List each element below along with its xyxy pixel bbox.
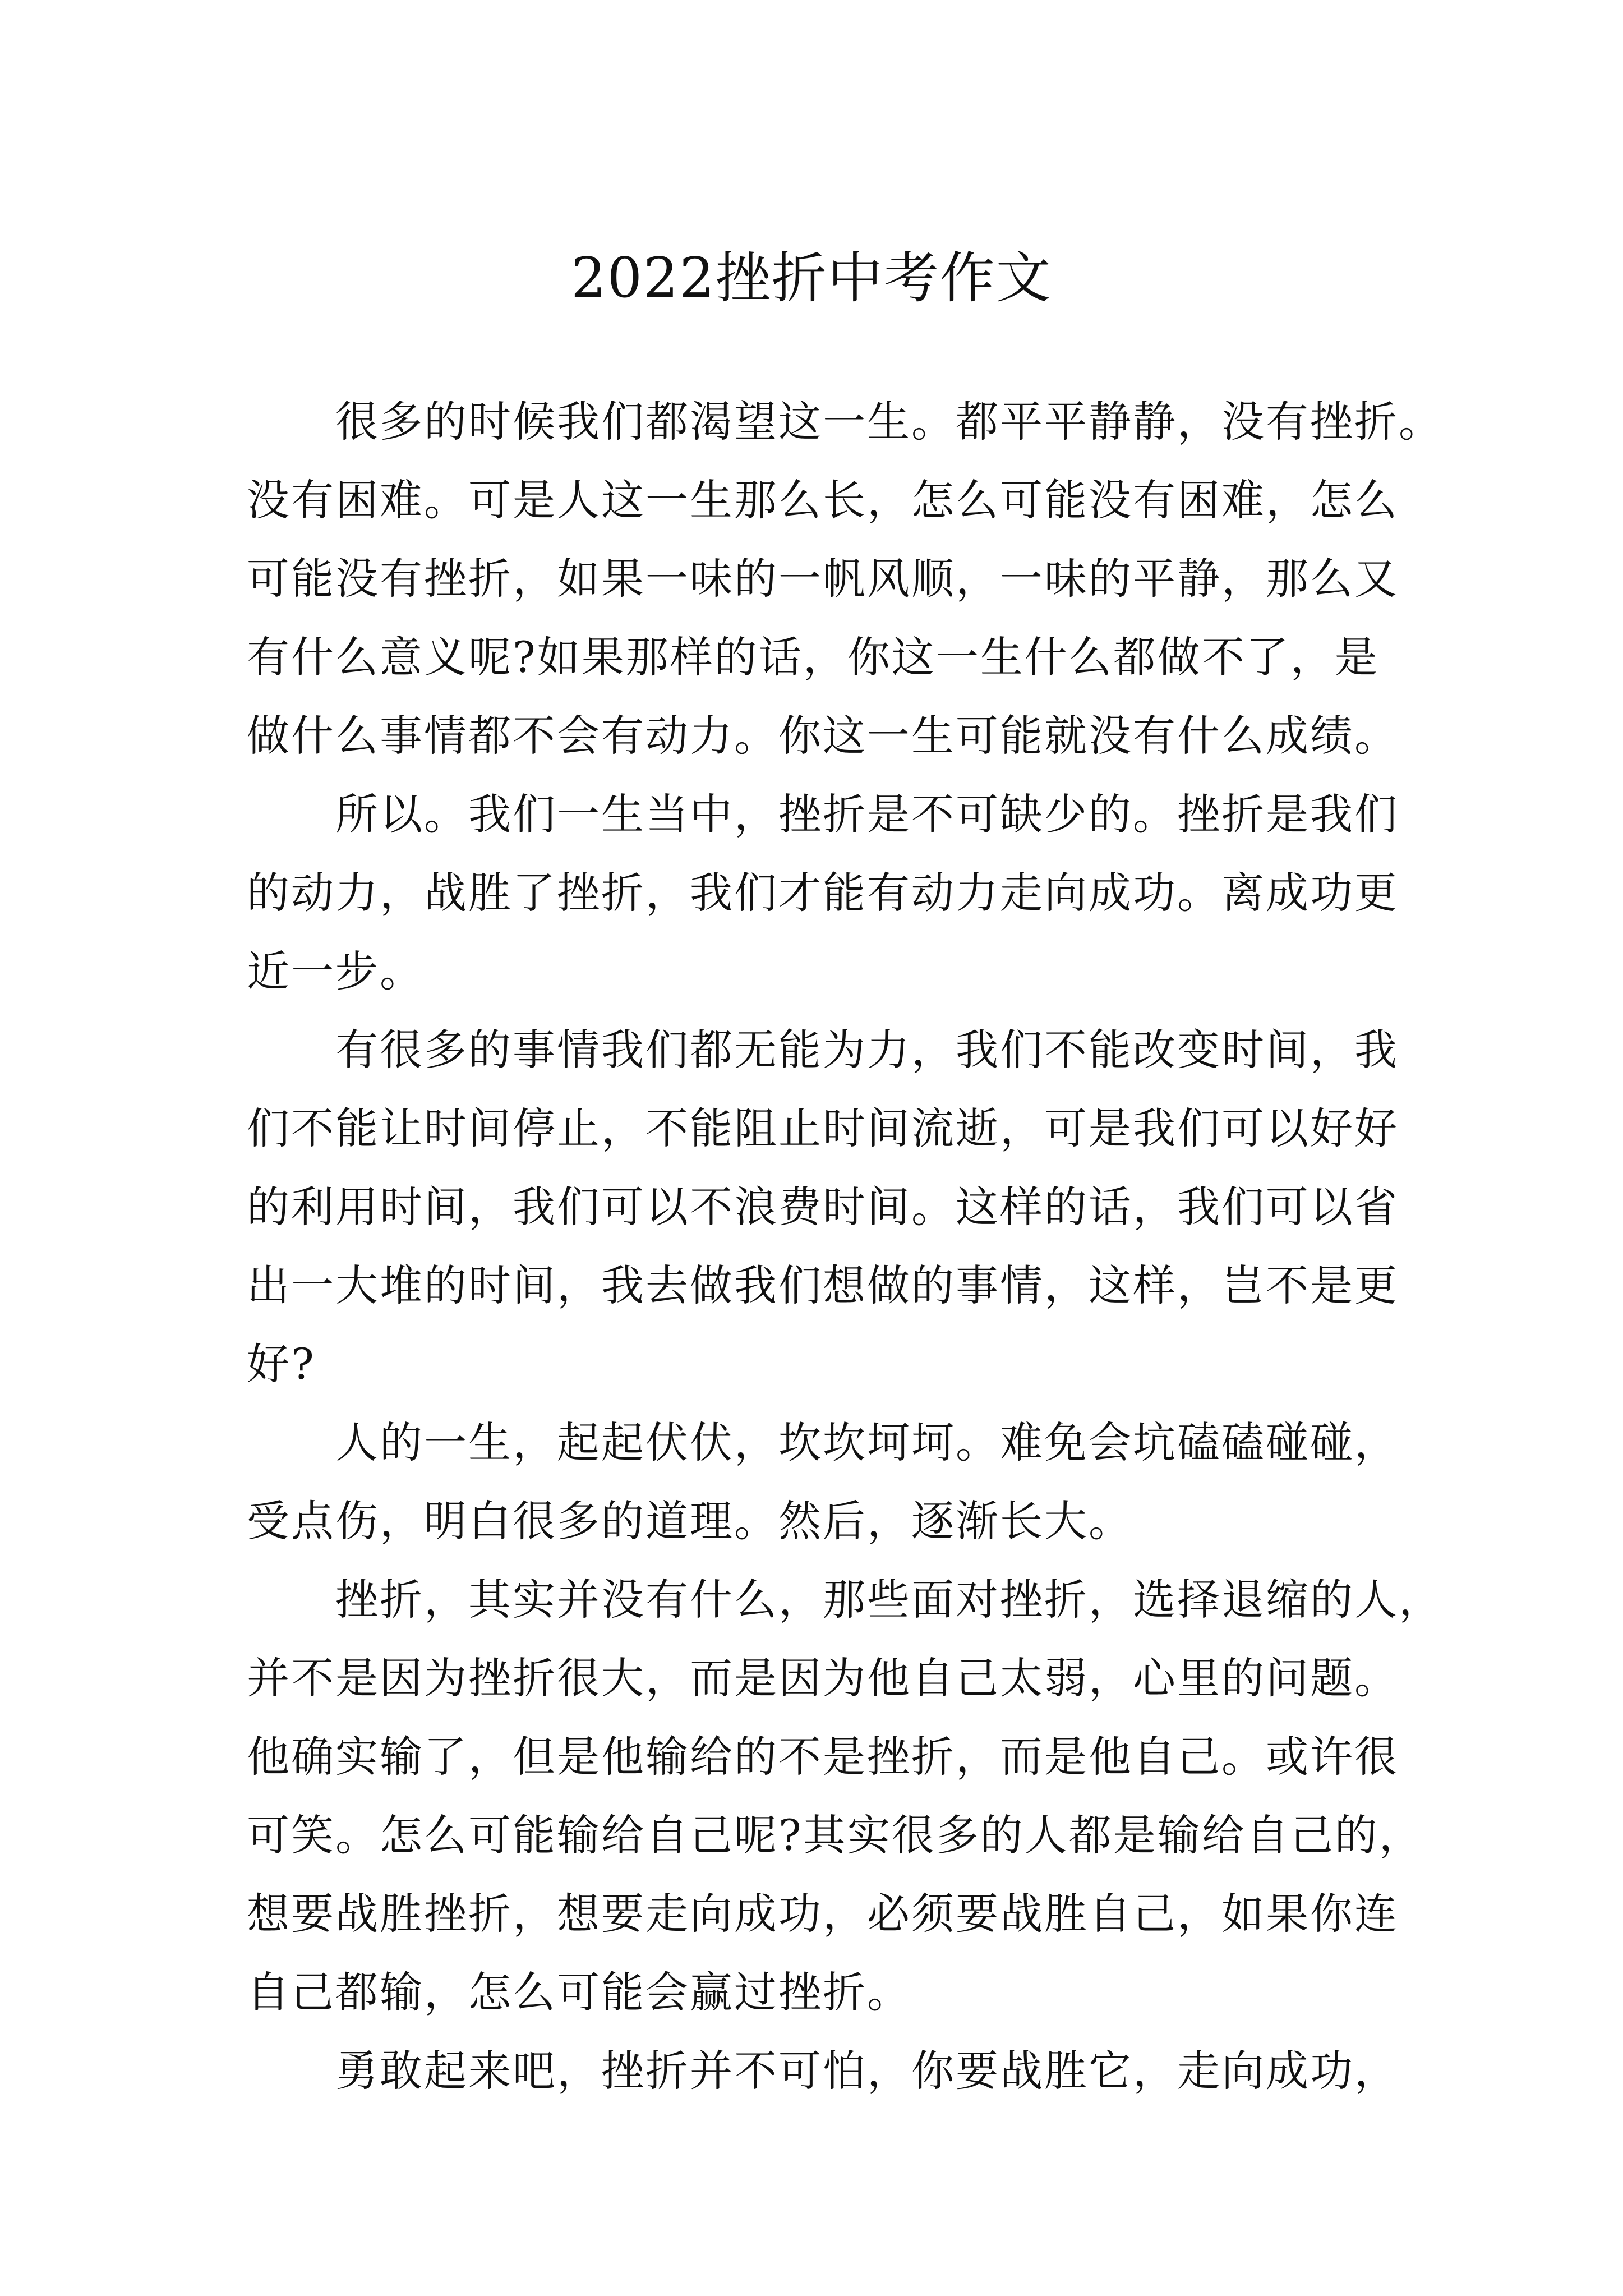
text-line: 们不能让时间停止，不能阻止时间流逝，可是我们可以好好: [247, 1103, 1399, 1153]
document-title: 2022挫折中考作文: [571, 246, 1052, 310]
text-line: 受点伤，明白很多的道理。然后，逐渐长大。: [247, 1496, 1133, 1546]
text-line: 很多的时候我们都渴望这一生。都平平静静，没有挫折。: [335, 397, 1443, 447]
text-line: 自己都输，怎么可能会赢过挫折。: [247, 1967, 911, 2017]
text-line: 的动力，战胜了挫折，我们才能有动力走向成功。离成功更: [247, 868, 1399, 918]
text-line: 有很多的事情我们都无能为力，我们不能改变时间，我: [335, 1025, 1399, 1075]
document-body: [247, 383, 1443, 2110]
text-line: 做什么事情都不会有动力。你这一生可能就没有什么成绩。: [247, 711, 1399, 761]
text-line: 出一大堆的时间，我去做我们想做的事情，这样，岂不是更: [247, 1260, 1399, 1310]
text-line: 近一步。: [247, 946, 424, 996]
text-line: 可能没有挫折，如果一味的一帆风顺，一味的平静，那么又: [247, 554, 1399, 604]
text-line: 所以。我们一生当中，挫折是不可缺少的。挫折是我们: [335, 789, 1399, 839]
text-line: 想要战胜挫折，想要走向成功，必须要战胜自己，如果你连: [247, 1889, 1399, 1939]
text-line: 好?: [247, 1339, 316, 1389]
text-line: 可笑。怎么可能输给自己呢?其实很多的人都是输给自己的，: [247, 1810, 1423, 1860]
text-line: 并不是因为挫折很大，而是因为他自己太弱，心里的问题。: [247, 1653, 1399, 1703]
text-line: 没有困难。可是人这一生那么长，怎么可能没有困难，怎么: [247, 475, 1399, 525]
text-line: 有什么意义呢?如果那样的话，你这一生什么都做不了，是: [247, 632, 1379, 682]
text-line: 人的一生，起起伏伏，坎坎坷坷。难免会坑磕磕碰碰，: [335, 1418, 1399, 1467]
text-line: 勇敢起来吧，挫折并不可怕，你要战胜它，走向成功，: [335, 2046, 1399, 2096]
text-line: 他确实输了，但是他输给的不是挫折，而是他自己。或许很: [247, 1732, 1399, 1782]
text-line: 挫折，其实并没有什么，那些面对挫折，选择退缩的人，: [335, 1575, 1443, 1625]
text-line: 的利用时间，我们可以不浪费时间。这样的话，我们可以省: [247, 1182, 1399, 1232]
